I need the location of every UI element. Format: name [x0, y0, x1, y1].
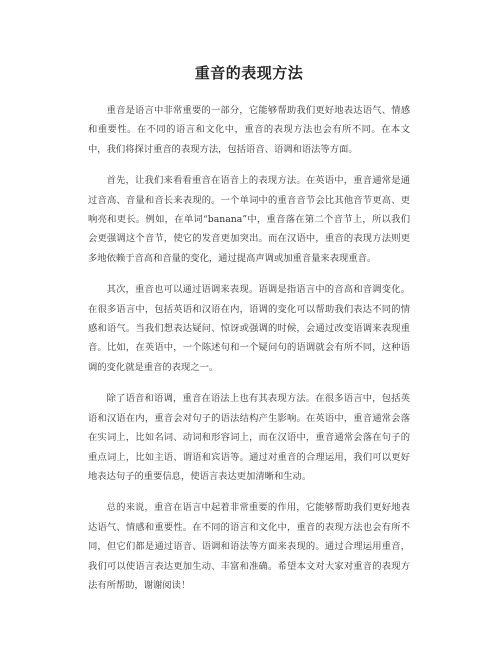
- document-body: [88, 101, 410, 595]
- paragraph-grammar: 除了语音和语调，重音在语法上也有其表现方法。在很多语言中，包括英语和汉语在内，重音会对句子的语法结构产生影响。在英语中，重音通常会落在实词上，比如名词、动词和形容词上，而在汉语中，重音通常会落在句子的重点词上，比如主语、谓语和宾语等。通过对重音的合理运用，我们可以更好地表达句子的重要信息，使语言表达更加清晰和生动。: [88, 393, 410, 482]
- paragraph-conclusion: 总的来说，重音在语言中起着非常重要的作用，它能够帮助我们更好地表达语气、情感和重要性。在不同的语言和文化中，重音的表现方法也会有所不同，但它们都是通过语音、语调和语法等方面来表现的。通过合理运用重音，我们可以使语言表达更加生动、丰富和准确。希望本文对大家对重音的表现方法有所帮助，谢谢阅读！: [88, 502, 410, 591]
- paragraph-intro: 重音是语言中非常重要的一部分，它能够帮助我们更好地表达语气、情感和重要性。在不同的语言和文化中，重音的表现方法也会有所不同。在本文中，我们将探讨重音的表现方法，包括语音、语调和语法等方面。: [88, 105, 410, 155]
- document-title: 重音的表现方法: [194, 64, 304, 82]
- paragraph-phonetics: 首先，让我们来看看重音在语音上的表现方法。在英语中，重音通常是通过音高、音量和音长来表现的。一个单词中的重音音节会比其他音节更高、更响亮和更长。例如，在单词“banana”中，重音落在第二个音节上，所以我们会更强调这个音节，使它的发音更加突出。而在汉语中，重音的表现方法则更多地依赖于音高和音量的变化，通过提高声调或加重音量来表现重音。: [88, 175, 410, 264]
- paragraph-intonation: 其次，重音也可以通过语调来表现。语调是指语言中的音高和音调变化。在很多语言中，包括英语和汉语在内，语调的变化可以帮助我们表达不同的情感和语气。当我们想表达疑问、惊讶或强调的时候，会通过改变语调来表现重音。比如，在英语中，一个陈述句和一个疑问句的语调就会有所不同，这种语调的变化就是重音的表现之一。: [88, 284, 410, 373]
